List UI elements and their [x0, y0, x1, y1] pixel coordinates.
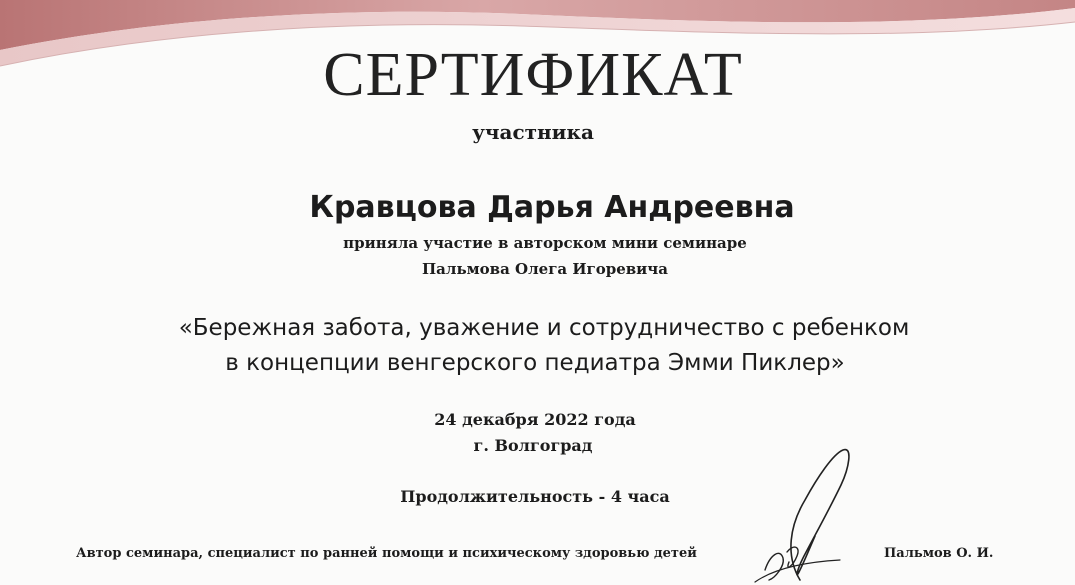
- author-role: Автор семинара, специалист по ранней помощи и психическому здоровью детей: [76, 546, 697, 561]
- signature-icon: [745, 440, 865, 585]
- seminar-topic-line-1: «Бережная забота, уважение и сотрудничество с ребенком: [178, 315, 910, 341]
- participation-text: приняла участие в авторском мини семинаре: [343, 234, 747, 252]
- seminar-date: 24 декабря 2022 года: [434, 410, 636, 429]
- recipient-name: Кравцова Дарья Андреевна: [309, 190, 795, 225]
- certificate-title: СЕРТИФИКАТ: [323, 41, 743, 109]
- certificate-subtitle: участника: [472, 120, 594, 144]
- seminar-duration: Продолжительность - 4 часа: [400, 487, 670, 506]
- seminar-city: г. Волгоград: [473, 436, 593, 455]
- seminar-author-text: Пальмова Олега Игоревича: [421, 260, 669, 278]
- author-name: Пальмов О. И.: [884, 546, 994, 561]
- seminar-topic-line-2: в концепции венгерского педиатра Эмми Пиклер»: [225, 350, 845, 376]
